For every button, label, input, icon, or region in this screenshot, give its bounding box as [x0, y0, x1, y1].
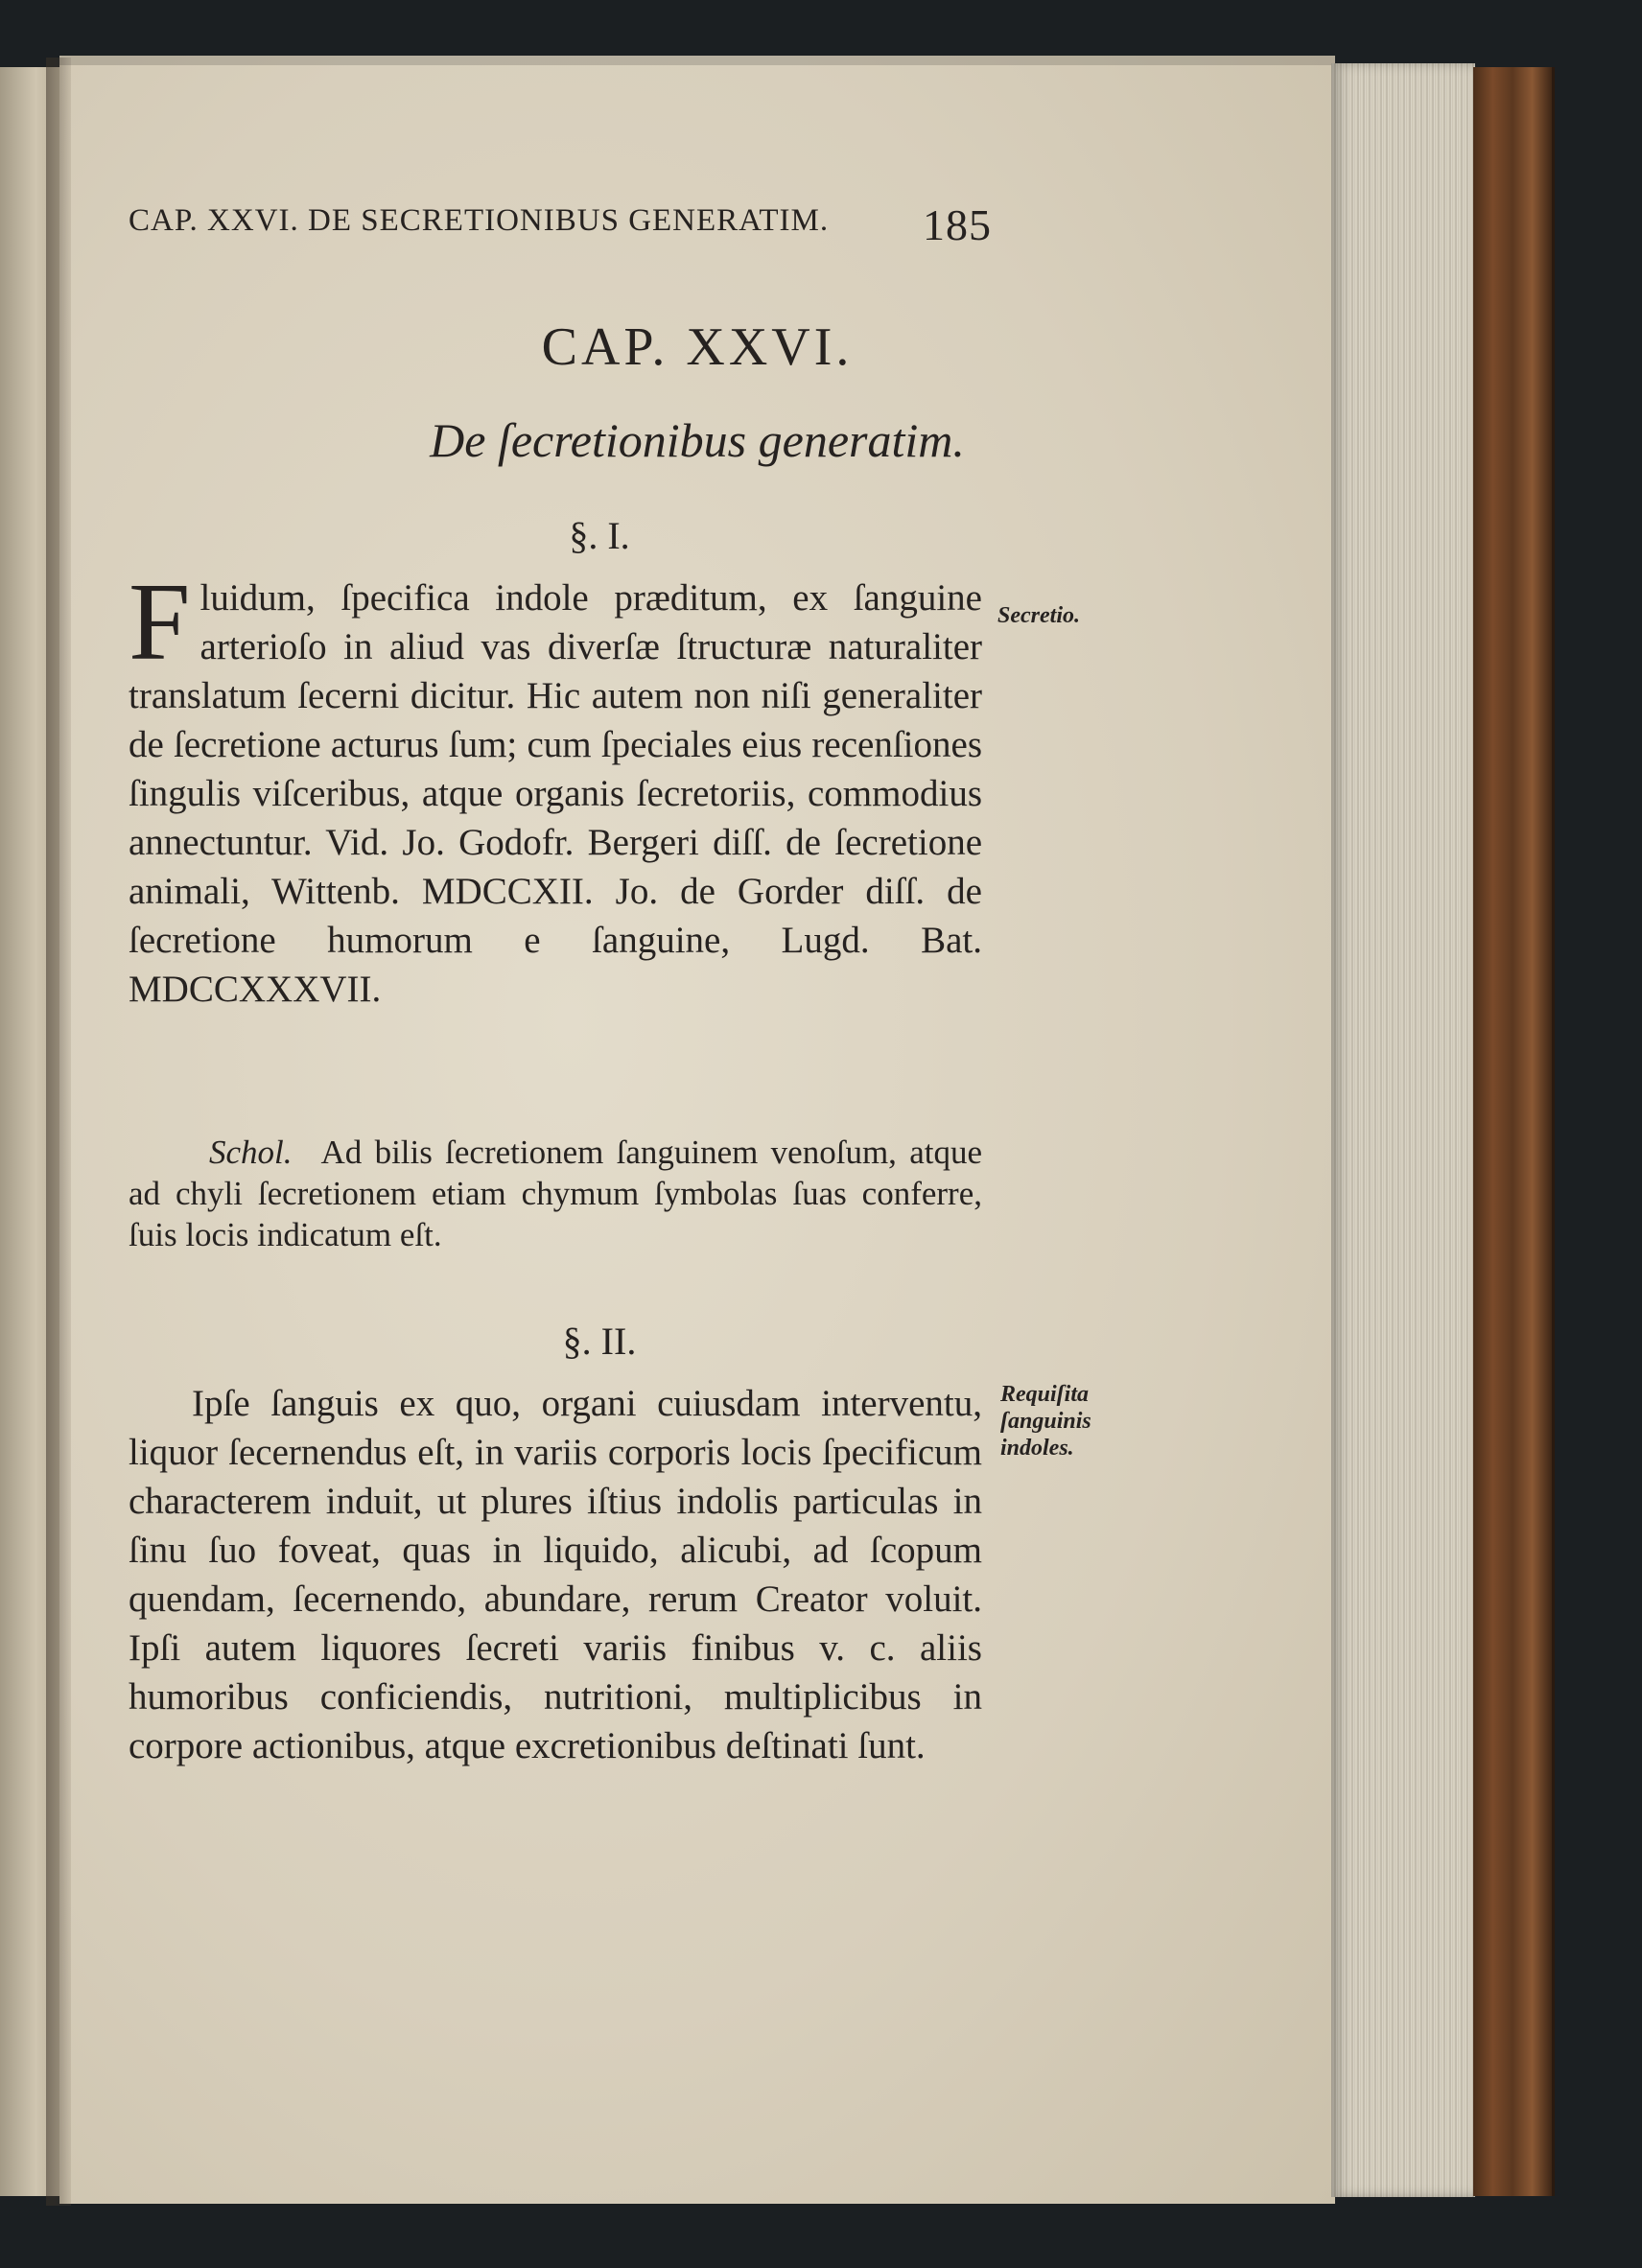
- section-1-paragraph: [129, 561, 982, 1014]
- scholium-text: Ad bilis ſecretionem ſanguinem venoſum, atque ad chyli ſecretionem etiam chymum ſymbolas ſuas conferre, ſuis locis indicatum eſt.: [129, 1134, 982, 1253]
- section-mark-2: §. II.: [562, 1320, 637, 1363]
- page-stack-edges: [1331, 63, 1475, 2197]
- running-title: CAP. XXVI. DE SECRETIONIBUS GENERATIM.: [129, 203, 830, 238]
- page-number: 185: [923, 200, 992, 249]
- chapter-title: De ſecretionibus generatim.: [430, 413, 965, 467]
- section-mark-1: §. I.: [569, 514, 630, 557]
- page-top-shadow: [59, 56, 1335, 65]
- drop-cap: F: [129, 561, 191, 684]
- book-page: [59, 56, 1335, 2204]
- chapter-number: CAP. XXVI.: [541, 317, 854, 377]
- margin-note-requisita: Requiſita ſanguinis indoles.: [1000, 1382, 1091, 1461]
- scholium-label: Schol.: [209, 1134, 293, 1171]
- section-2-paragraph: Ipſe ſanguis ex quo, organi cuiusdam interventu, liquor ſecernendus eſt, in variis corporis locis ſpecificum characterem induit, ut plures iſtius indolis particulas in ſinu ſuo foveat, quas in liquido, alicubi, ad ſcopum quendam, ſecernendo, abundare, rerum Creator voluit. Ipſi autem liquores ſecreti variis finibus v. c. aliis humoribus conficiendis, nutritioni, multiplicibus in corpore actionibus, atque excretionibus deſtinati ſunt.: [129, 1383, 982, 1766]
- leather-cover: [1473, 67, 1555, 2196]
- section-1-text: luidum, ſpecifica indole prӕditum, ex ſanguine arterioſo in aliud vas diverſӕ ſtructurӕ naturaliter translatum ſecerni dicitur. Hic autem non niſi generaliter de ſecretione acturus ſum; cum ſpeciales eius recenſiones ſingulis viſceribus, atque organis ſecretoriis, commodius annectuntur. Vid. Jo. Godofr. Bergeri diſſ. de ſecretione animali, Wittenb. MDCCXII. Jo. de Gorder diſſ. de ſecretione humorum e ſanguine, Lugd. Bat. MDCCXXXVII.: [129, 577, 982, 1010]
- scholium: [129, 1132, 982, 1255]
- running-head: [129, 200, 992, 249]
- book-gutter: [46, 58, 71, 2206]
- margin-note-secretio: Secretio.: [997, 603, 1080, 628]
